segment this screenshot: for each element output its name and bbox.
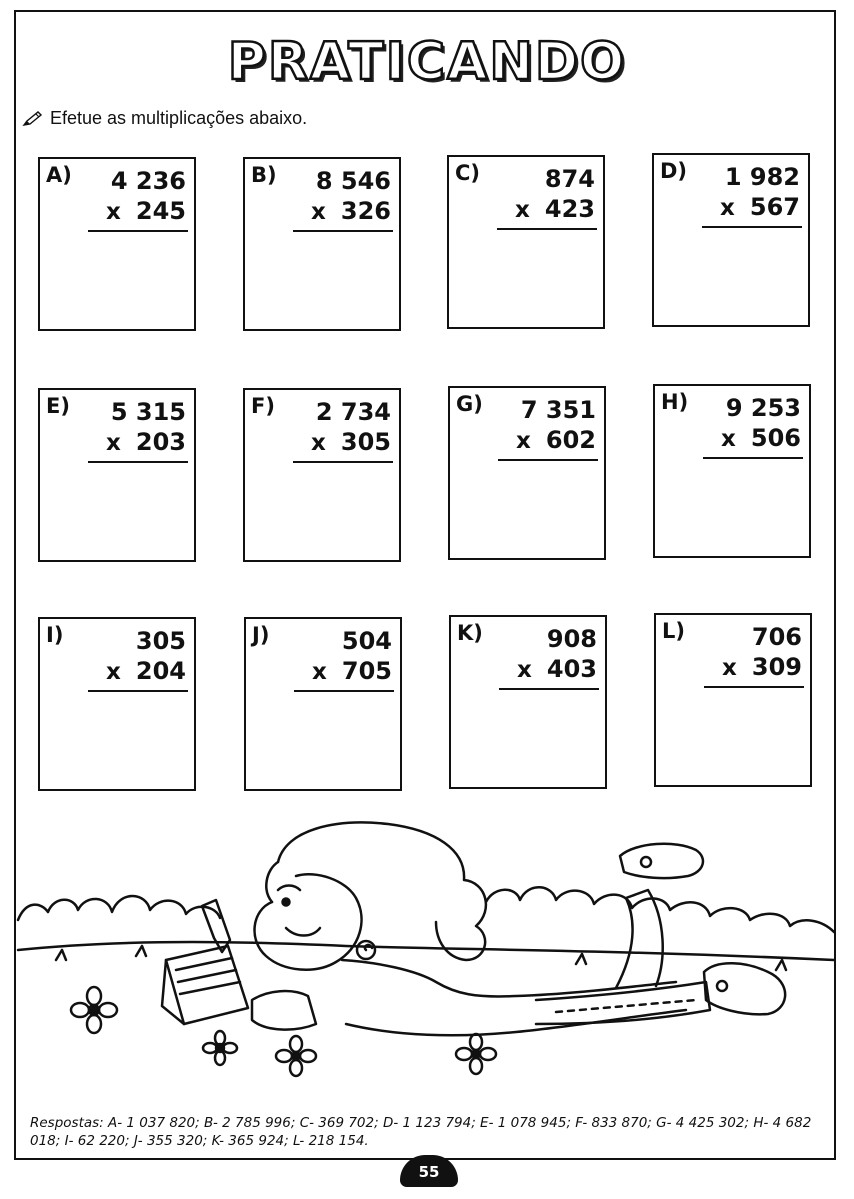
flower-icon — [71, 987, 117, 1033]
problem-box-j[interactable] — [244, 617, 402, 791]
multiplicand: 9 253 — [725, 394, 801, 422]
page-title: PRATICANDO — [227, 32, 627, 92]
multiplier: 602 — [545, 426, 596, 454]
book — [166, 946, 248, 1024]
multiplicand: 5 315 — [110, 398, 186, 426]
multiplier: 203 — [135, 428, 186, 456]
problem-box-e[interactable] — [38, 388, 196, 562]
times-sign: x — [517, 657, 532, 683]
result-line — [498, 459, 598, 461]
result-line — [293, 230, 393, 232]
leg-upper — [616, 890, 663, 988]
shoe-top — [620, 844, 703, 878]
times-sign: x — [106, 199, 121, 225]
multiplicand: 305 — [135, 627, 186, 655]
multiplier: 423 — [544, 195, 595, 223]
face — [255, 874, 362, 969]
result-line — [497, 228, 597, 230]
problem-box-c[interactable] — [447, 155, 605, 329]
problem-letter: E) — [46, 394, 70, 418]
instruction — [22, 108, 307, 129]
problem-letter: L) — [662, 619, 685, 643]
problem-box-d[interactable] — [652, 153, 810, 327]
multiplier: 326 — [340, 197, 391, 225]
hair — [278, 823, 486, 960]
flower-icon — [456, 1034, 496, 1074]
problem-letter: F) — [251, 394, 275, 418]
multiplicand: 4 236 — [110, 167, 186, 195]
multiplier: 204 — [135, 657, 186, 685]
multiplicand: 908 — [546, 625, 597, 653]
problem-box-h[interactable] — [653, 384, 811, 558]
multiplier: 305 — [340, 428, 391, 456]
multiplicand: 8 546 — [315, 167, 391, 195]
problem-box-l[interactable] — [654, 613, 812, 787]
multiplicand: 504 — [341, 627, 392, 655]
times-sign: x — [720, 195, 735, 221]
multiplicand: 874 — [544, 165, 595, 193]
problem-box-i[interactable] — [38, 617, 196, 791]
problem-letter: H) — [661, 390, 689, 414]
problem-letter: A) — [46, 163, 72, 187]
page-number: 55 — [400, 1155, 458, 1187]
times-sign: x — [721, 426, 736, 452]
problem-letter: D) — [660, 159, 688, 183]
problem-box-g[interactable] — [448, 386, 606, 560]
multiplicand: 706 — [751, 623, 802, 651]
multiplicand: 2 734 — [315, 398, 391, 426]
instruction-text: Efetue as multiplicações abaixo. — [50, 108, 308, 128]
result-line — [702, 226, 802, 228]
answer-key: Respostas: A- 1 037 820; B- 2 785 996; C- 369 702; D- 1 123 794; E- 1 078 945; F- 833 870; G- 4 425 302; H- 4 682 018; I- 62 220; J- 355 320; K- 365 924; L- 218 154. — [30, 1115, 812, 1149]
problem-letter: J) — [252, 623, 270, 647]
shoe-right — [704, 963, 785, 1014]
result-line — [88, 461, 188, 463]
problem-letter: I) — [46, 623, 64, 647]
result-line — [703, 457, 803, 459]
multiplier: 403 — [546, 655, 597, 683]
result-line — [704, 686, 804, 688]
times-sign: x — [516, 428, 531, 454]
times-sign: x — [722, 655, 737, 681]
problem-box-f[interactable] — [243, 388, 401, 562]
times-sign: x — [311, 430, 326, 456]
multiplier: 245 — [135, 197, 186, 225]
problem-letter: B) — [251, 163, 277, 187]
multiplicand: 7 351 — [520, 396, 596, 424]
result-line — [499, 688, 599, 690]
times-sign: x — [311, 199, 326, 225]
times-sign: x — [312, 659, 327, 685]
result-line — [294, 690, 394, 692]
flower-icon — [203, 1031, 237, 1065]
result-line — [88, 690, 188, 692]
problem-box-b[interactable] — [243, 157, 401, 331]
result-line — [88, 230, 188, 232]
multiplicand: 1 982 — [724, 163, 800, 191]
result-line — [293, 461, 393, 463]
problem-letter: K) — [457, 621, 483, 645]
multiplier: 309 — [751, 653, 802, 681]
problem-letter: C) — [455, 161, 481, 185]
times-sign: x — [106, 430, 121, 456]
multiplier: 506 — [750, 424, 801, 452]
problem-box-a[interactable] — [38, 157, 196, 331]
bush-left — [18, 896, 220, 920]
multiplier: 705 — [341, 657, 392, 685]
problem-box-k[interactable] — [449, 615, 607, 789]
pencil-icon — [22, 110, 44, 128]
problem-letter: G) — [456, 392, 483, 416]
girl-writing-illustration — [16, 810, 836, 1110]
times-sign: x — [106, 659, 121, 685]
multiplier: 567 — [749, 193, 800, 221]
flower-icon — [276, 1036, 316, 1076]
times-sign: x — [515, 197, 530, 223]
